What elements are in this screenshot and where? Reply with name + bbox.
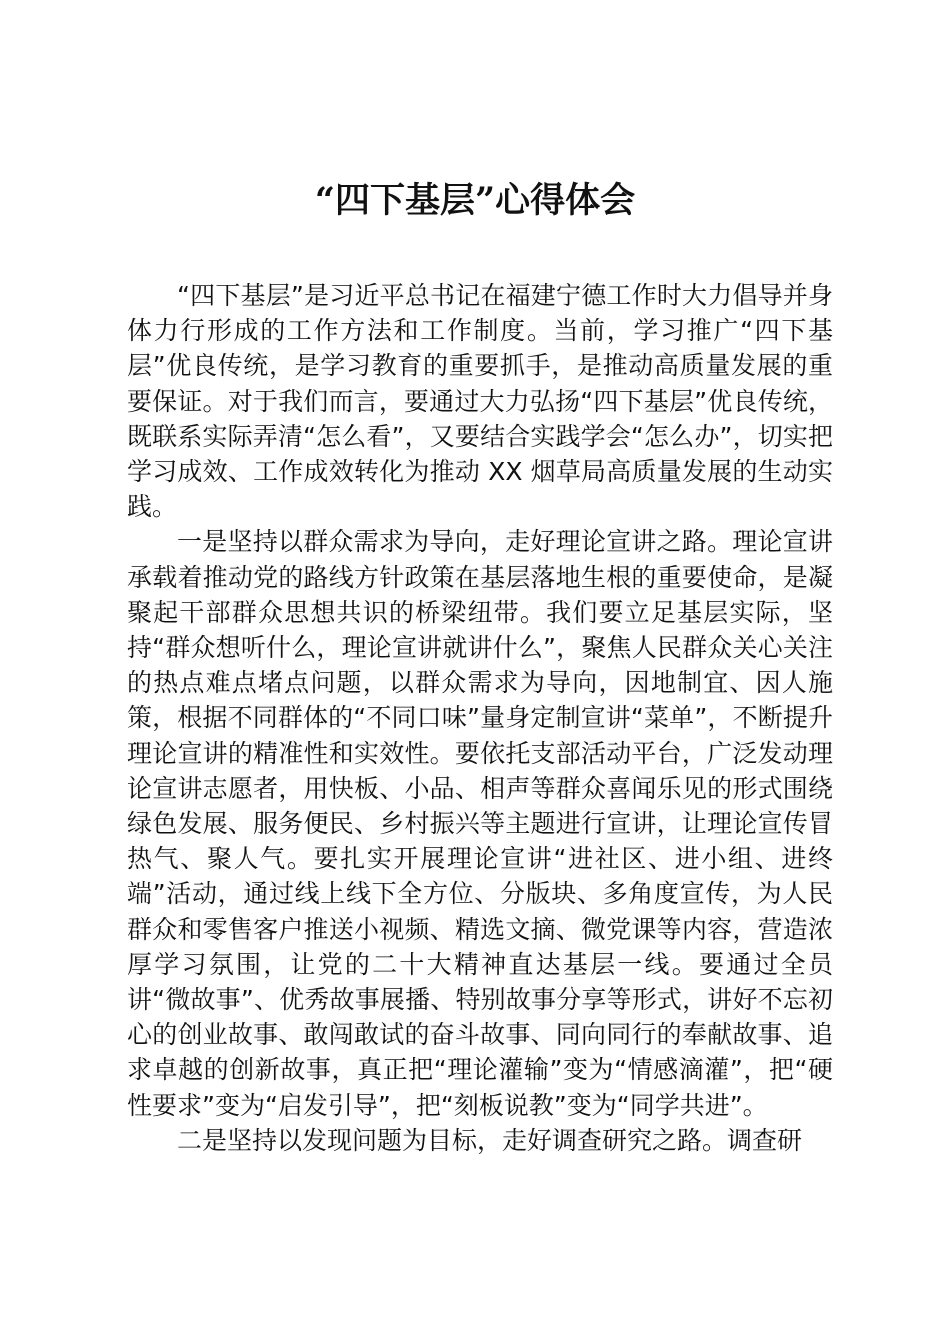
document-body <box>127 278 833 1158</box>
paragraph-point-two: 二是坚持以发现问题为目标，走好调查研究之路。调查研 <box>177 1125 803 1155</box>
paragraph-point-one: 一是坚持以群众需求为导向，走好理论宣讲之路。理论宣讲承载着推动党的路线方针政策在基层落地生根的重要使命，是凝聚起干部群众思想共识的桥梁纽带。我们要立足基层实际，坚持“群众想听什么，理论宣讲就讲什么”，聚焦人民群众关心关注的热点难点堵点问题，以群众需求为导向，因地制宜、因人施策，根据不同群体的“不同口味”量身定制宣讲“菜单”，不断提升理论宣讲的精准性和实效性。要依托支部活动平台，广泛发动理论宣讲志愿者，用快板、小品、相声等群众喜闻乐见的形式围绕绿色发展、服务便民、乡村振兴等主题进行宣讲，让理论宣传冒热气、聚人气。要扎实开展理论宣讲“进社区、进小组、进终端”活动，通过线上线下全方位、分版块、多角度宣传，为人民群众和零售客户推送小视频、精选文摘、微党课等内容，营造浓厚学习氛围，让党的二十大精神直达基层一线。要通过全员讲“微故事”、优秀故事展播、特别故事分享等形式，讲好不忘初心的创业故事、敢闯敢试的奋斗故事、同向同行的奉献故事、追求卓越的创新故事，真正把“理论灌输”变为“情感滴灌”，把“硬性要求”变为“启发引导”，把“刻板说教”变为“同学共进”。 <box>127 527 833 1120</box>
paragraph-intro: “四下基层”是习近平总书记在福建宁德工作时大力倡导并身体力行形成的工作方法和工作制度。当前，学习推广“四下基层”优良传统，是学习教育的重要抓手，是推动高质量发展的重要保证。对于我们而言，要通过大力弘扬“四下基层”优良传统，既联系实际弄清“怎么看”，又要结合实践学会“怎么办”，切实把学习成效、工作成效转化为推动 XX 烟草局高质量发展的生动实践。 <box>127 281 833 522</box>
document-title: “四下基层”心得体会 <box>314 180 636 221</box>
